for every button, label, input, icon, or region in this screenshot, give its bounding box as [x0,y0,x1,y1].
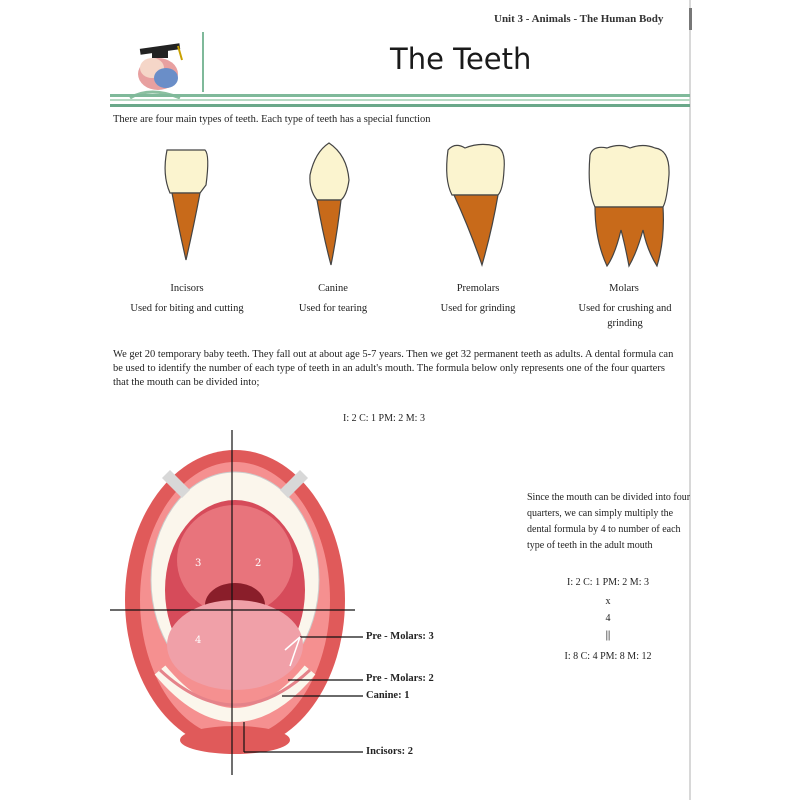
header-divider [202,32,204,92]
molars-label: Molars [609,283,639,294]
graduate-mascot-icon [120,28,190,100]
header-band [110,94,690,97]
page-edge-mark [689,8,692,30]
page-edge-rule [689,0,691,800]
factor-value: 4 [605,613,611,624]
molar-icon [585,140,675,270]
times-symbol: x [605,596,611,607]
header-band-thin [110,99,690,101]
dental-formula: I: 2 C: 1 PM: 2 M: 3 [343,413,425,424]
page-title: The Teeth [390,42,532,76]
quadrant-2-label: 2 [255,558,262,569]
quadrant-3-label: 3 [195,558,202,569]
canine-function: Used for tearing [298,303,368,314]
incisor-icon [150,145,220,270]
side-formula: I: 2 C: 1 PM: 2 M: 3 [567,577,649,588]
quadrant-4-label: 4 [195,635,202,646]
side-result: I: 8 C: 4 PM: 8 M: 12 [564,651,652,662]
premolars-2-label: Pre - Molars: 2 [366,673,434,684]
incisors-function: Used for biting and cutting [130,303,244,314]
equals-symbol: || [605,630,611,641]
intro-text: There are four main types of teeth. Each type of teeth has a special function [113,114,431,125]
incisors-label: Incisors [170,283,204,294]
unit-header: Unit 3 - Animals - The Human Body [494,13,664,25]
premolars-3-label: Pre - Molars: 3 [366,631,434,642]
canine-count-label: Canine: 1 [366,690,410,701]
header-band-dark [110,104,690,107]
incisors-count-label: Incisors: 2 [366,746,413,757]
mouth-diagram [110,430,460,780]
molars-function: Used for crushing and grinding [578,303,672,329]
baby-teeth-paragraph: We get 20 temporary baby teeth. They fall out at about age 5-7 years. Then we get 32 permanent teeth as adults. A dental formula can be used to identify the number of each type of teeth in an adult's mouth. The formula below only represents one of the four quarters that the mouth can be divided into; [113,349,674,388]
premolars-label: Premolars [456,283,500,294]
premolar-icon [440,140,515,270]
canine-icon [295,140,365,270]
canine-label: Canine [318,283,348,294]
premolars-function: Used for grinding [440,303,516,314]
quarters-explanation: Since the mouth can be divided into four quarters, we can simply multiply the dental formula by 4 to number of each type of teeth in the adult mouth [527,492,691,551]
